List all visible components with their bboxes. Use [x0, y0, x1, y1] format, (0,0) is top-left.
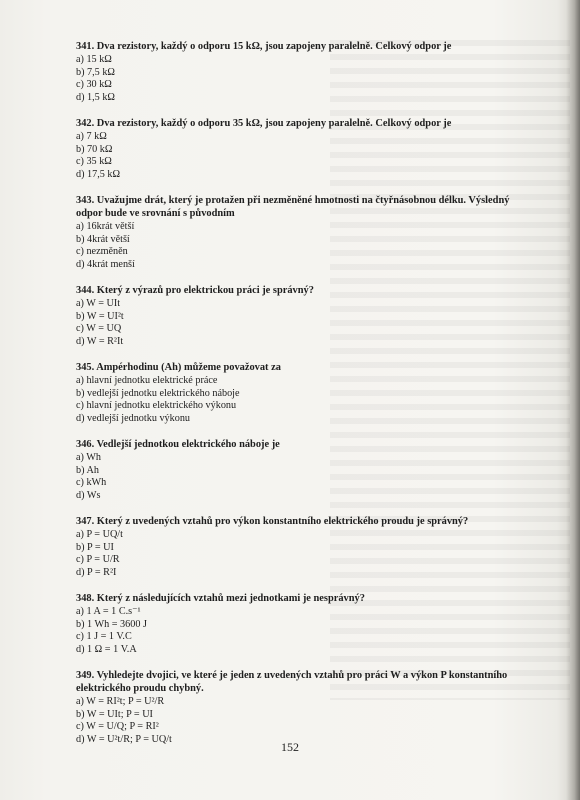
question-text: 347. Který z uvedených vztahů pro výkon konstantního elektrického proudu je správný?: [76, 516, 469, 527]
answer-option: a) 15 kΩ: [76, 54, 112, 65]
answer-option: a) P = UQ/t: [76, 529, 123, 540]
answer-option: c) 1 J = 1 V.C: [76, 631, 132, 642]
answer-option: c) W = UQ: [76, 323, 122, 334]
answer-option: a) 1 A = 1 C.s⁻¹: [76, 606, 141, 617]
question-text: 349. Vyhledejte dvojici, ve které je jeden z uvedených vztahů pro práci W a výkon P konstantního elektrického proudu chybný.: [76, 670, 508, 694]
answer-option: c) nezměněn: [76, 246, 128, 257]
question-text: 343. Uvažujme drát, který je protažen při nezměněné hmotnosti na čtyřnásobnou délku. Výsledný odpor bude ve srovnání s původním: [76, 195, 510, 219]
answer-option: a) 16krát větší: [76, 221, 135, 232]
question-block: [76, 284, 536, 348]
question-block: [76, 117, 536, 181]
answer-option: c) P = U/R: [76, 554, 120, 565]
question-block: [76, 40, 536, 104]
answer-option: d) 1,5 kΩ: [76, 91, 115, 103]
answer-option: a) hlavní jednotku elektrické práce: [76, 375, 218, 386]
answer-option: a) 7 kΩ: [76, 131, 107, 142]
page-number: 152: [281, 740, 299, 754]
answer-option: b) 1 Wh = 3600 J: [76, 618, 147, 630]
answer-option: b) P = UI: [76, 541, 114, 553]
answer-option: c) W = U/Q; P = RI²: [76, 721, 159, 732]
page-edge-shadow: [566, 0, 580, 800]
question-block: [76, 515, 536, 579]
question-block: [76, 669, 536, 746]
question-block: [76, 438, 536, 502]
answer-option: d) Ws: [76, 489, 101, 501]
answer-option: b) vedlejší jednotku elektrického náboje: [76, 387, 240, 399]
answer-option: a) W = RI²t; P = U²/R: [76, 696, 165, 707]
answer-option: b) 7,5 kΩ: [76, 66, 115, 78]
answer-option: d) W = R²It: [76, 335, 124, 347]
question-text: 342. Dva rezistory, každý o odporu 35 kΩ, jsou zapojeny paralelně. Celkový odpor je: [76, 118, 452, 129]
answer-option: d) 4krát menší: [76, 258, 135, 270]
question-list: [76, 40, 536, 759]
answer-option: c) hlavní jednotku elektrického výkonu: [76, 400, 237, 411]
answer-option: c) 30 kΩ: [76, 79, 112, 90]
answer-option: b) Ah: [76, 464, 99, 476]
answer-option: d) vedlejší jednotku výkonu: [76, 412, 191, 424]
answer-option: d) P = R²I: [76, 566, 117, 578]
answer-option: b) 70 kΩ: [76, 143, 113, 155]
answer-option: d) 17,5 kΩ: [76, 168, 121, 180]
answer-option: b) 4krát větší: [76, 233, 130, 245]
question-text: 345. Ampérhodinu (Ah) můžeme považovat za: [76, 362, 281, 373]
answer-option: c) kWh: [76, 477, 107, 488]
question-text: 344. Který z výrazů pro elektrickou práci je správný?: [76, 285, 314, 296]
answer-option: c) 35 kΩ: [76, 156, 112, 167]
question-text: 348. Který z následujících vztahů mezi jednotkami je nesprávný?: [76, 593, 365, 604]
question-text: 341. Dva rezistory, každý o odporu 15 kΩ, jsou zapojeny paralelně. Celkový odpor je: [76, 41, 452, 52]
answer-option: d) 1 Ω = 1 V.A: [76, 643, 137, 655]
question-text: 346. Vedlejší jednotkou elektrického náboje je: [76, 439, 280, 450]
answer-option: a) Wh: [76, 452, 101, 463]
question-block: [76, 592, 536, 656]
question-block: [76, 194, 536, 271]
question-block: [76, 361, 536, 425]
answer-option: d) W = U²t/R; P = UQ/t: [76, 733, 172, 745]
answer-option: a) W = UIt: [76, 298, 121, 309]
answer-option: b) W = UIt; P = UI: [76, 708, 153, 720]
answer-option: b) W = UI²t: [76, 310, 124, 322]
